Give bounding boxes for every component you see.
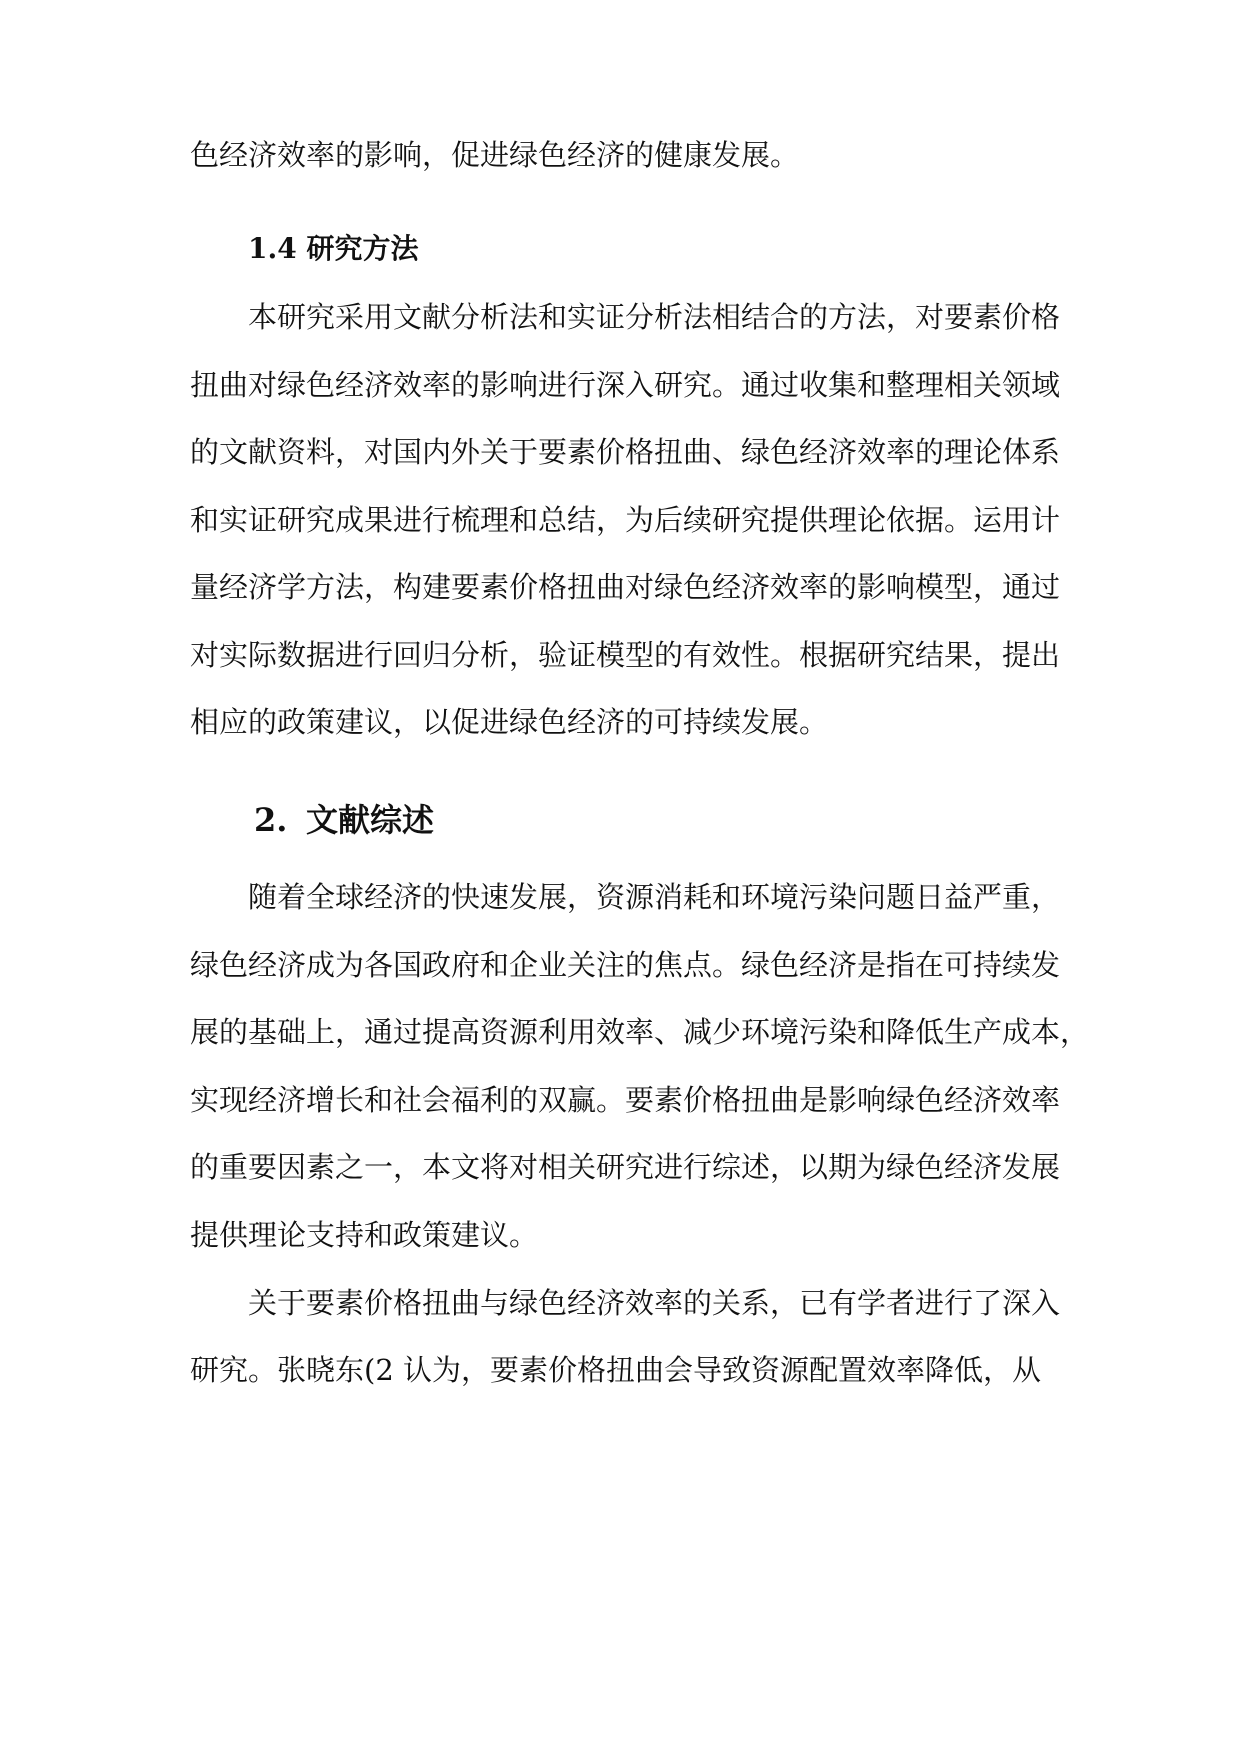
section-heading-2 — [254, 798, 434, 842]
paragraph-line: 实现经济增长和社会福利的双赢。要素价格扭曲是影响绿色经济效率 — [190, 1083, 1061, 1117]
paragraph-line: 的重要因素之一，本文将对相关研究进行综述，以期为绿色经济发展 — [190, 1150, 1061, 1184]
paragraph-line: 随着全球经济的快速发展，资源消耗和环境污染问题日益严重， — [248, 880, 1061, 914]
paragraph-line: 扭曲对绿色经济效率的影响进行深入研究。通过收集和整理相关领域 — [190, 368, 1061, 402]
paragraph-line: 量经济学方法，构建要素价格扭曲对绿色经济效率的影响模型，通过 — [190, 570, 1061, 604]
paragraph-line: 和实证研究成果进行梳理和总结，为后续研究提供理论依据。运用计 — [190, 503, 1061, 537]
paragraph-line: 的文献资料，对国内外关于要素价格扭曲、绿色经济效率的理论体系 — [190, 435, 1061, 469]
paragraph-line: 关于要素价格扭曲与绿色经济效率的关系，已有学者进行了深入 — [248, 1286, 1061, 1320]
section-number: 2. — [254, 801, 288, 839]
paragraph-line: 相应的政策建议，以促进绿色经济的可持续发展。 — [190, 705, 829, 739]
section-heading-1-4: 1.4 研究方法 — [248, 232, 419, 265]
paragraph-line: 绿色经济成为各国政府和企业关注的焦点。绿色经济是指在可持续发 — [190, 948, 1061, 982]
paragraph-line: 对实际数据进行回归分析，验证模型的有效性。根据研究结果，提出 — [190, 638, 1061, 672]
paragraph-line: 提供理论支持和政策建议。 — [190, 1218, 539, 1252]
paragraph-line: 展的基础上，通过提高资源利用效率、减少环境污染和降低生产成本， — [190, 1015, 1090, 1049]
section-title: 文献综述 — [306, 801, 435, 839]
paragraph-line: 色经济效率的影响，促进绿色经济的健康发展。 — [190, 138, 800, 172]
paragraph-line: 研究。张晓东(2 认为，要素价格扭曲会导致资源配置效率降低，从 — [190, 1353, 1041, 1387]
paragraph-line: 本研究采用文献分析法和实证分析法相结合的方法，对要素价格 — [248, 300, 1061, 334]
